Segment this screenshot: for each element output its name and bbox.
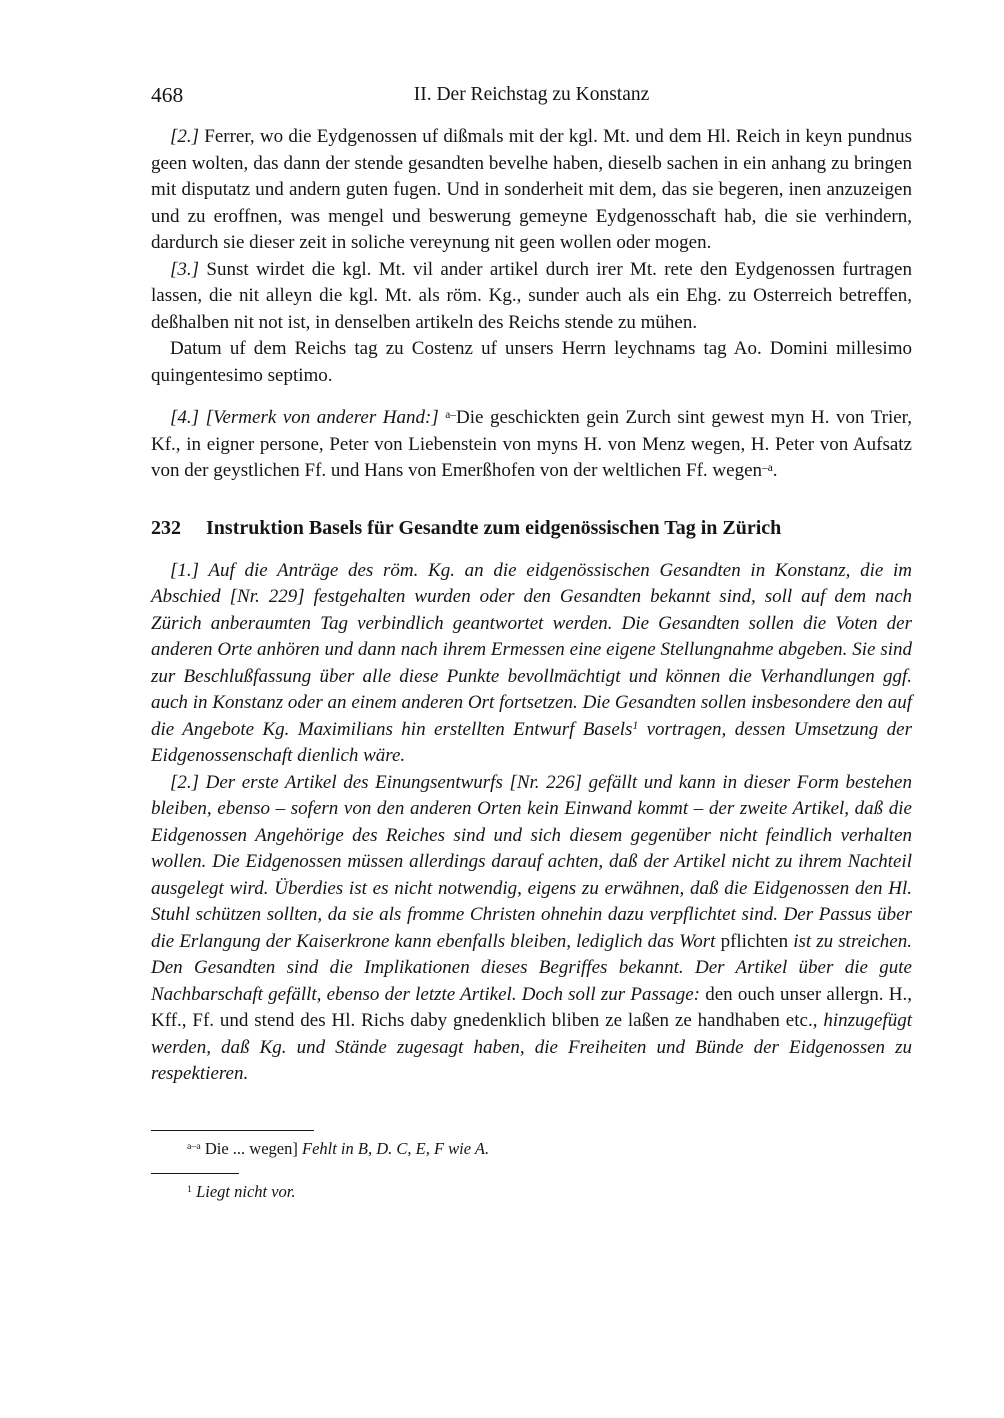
body-text (151, 124, 912, 1088)
paragraph-4: [4.] [Vermerk von anderer Hand:] $^{a-}$Die geschickten gein Zurch sint gewest myn H. von Trier, Kf., in eigner persone, Peter von Liebenstein von myns H. von Menz wegen, H. Peter von Aufsatz von der geystlichen Ff. und Hans von Emerßhofen von der weltlichen Ff. wegen$^{-a}$. (151, 407, 912, 481)
page-header (151, 84, 912, 106)
paragraph-summary-1: [1.] Auf die Anträge des röm. Kg. an die eidgenössischen Gesandten in Konstanz, die im Abschied [Nr. 229] festgehalten wurden oder den Gesandten bekannt sind, soll auf dem nach Zürich anberaumten Tag verbindlich geantwortet werden. Die Gesandten sollen die Voten der anderen Orte anhören und dann nach ihrem Ermessen eine eigene Stellungnahme abgeben. Sie sind zur Beschlußfassung über alle diese Punkte bevollmächtigt und können die Verhandlungen ggf. auch in Konstanz oder an einem anderen Ort fortsetzen. Die Gesandten sollen insbesondere den auf die Angebote Kg. Maximilians hin erstellten Entwurf Basels$^1$ vortragen, dessen Umsetzung der Eidgenossenschaft dienlich wäre. (151, 559, 913, 766)
document-number: 232 (151, 516, 181, 539)
footnote-1: $^1$ Liegt nicht vor. (187, 1181, 296, 1201)
document-title: Instruktion Basels für Gesandte zum eidgenössischen Tag in Zürich (206, 516, 782, 539)
paragraph-2: [2.] Ferrer, wo die Eydgenossen uf dißmals mit der kgl. Mt. und dem Hl. Reich in keyn pundnus geen wolten, das dann der stende gesandten bevelhe haben, dieselb sachen in ein anhang zu bringen mit disputatz und andern guten fugen. Und in sonderheit mit dem, das sie begeren, inen anzuzeigen und zu eroffnen, was mengel und beswerung gemeyne Eydgenosschaft hab, die sie verhindern, dardurch sie dieser zeit in soliche vereynung nit geen wollen oder mogen. (151, 126, 912, 253)
paragraph-datum: Datum uf dem Reichs tag zu Costenz uf unsers Herrn leychnams tag Ao. Domini millesimo quingentesimo septimo. (151, 338, 912, 386)
paragraph-summary-2: [2.] Der erste Artikel des Einungsentwurfs [Nr. 226] gefällt und kann in dieser Form bestehen bleiben, ebenso – sofern von den anderen Orten kein Einwand kommt – der zweite Artikel, daß die Eidgenossen Angehörige des Reiches sind und sich diesem gegenüber nicht feindlich verhalten wollen. Die Eidgenossen müssen allerdings darauf achten, daß der Artikel nicht zu ihrem Nachteil ausgelegt wird. Überdies ist es nicht notwendig, eigens zu erwähnen, daß die Eidgenossen den Hl. Stuhl schützen sollten, da sie als fromme Christen ohnehin dazu verpflichtet sind. Der Passus über die Erlangung der Kaiserkrone kann ebenfalls bleiben, lediglich das Wort pflichten ist zu streichen. Den Gesandten sind die Implikationen dieses Begriffes bekannt. Der Artikel über die gute Nachbarschaft gefällt, ebenso der letzte Artikel. Doch soll zur Passage: den ouch unser allergn. H., Kff., Ff. und stend des Hl. Richs daby gnedenklich bliben ze laßen ze handhaben etc., hinzugefügt werden, daß Kg. und Stände zugesagt haben, die Freiheiten und Bünde der Eidgenossen zu respektieren. (151, 771, 912, 1084)
footnotes-section (151, 1130, 912, 1202)
footnote-a: $^{a-a}$ Die ... wegen] Fehlt in B, D. C, E, F wie A. (187, 1138, 490, 1158)
running-head: II. Der Reichstag zu Konstanz (413, 84, 650, 105)
footnote-rule-a (151, 1130, 314, 1131)
page-number: 468 (151, 83, 184, 107)
document-heading (151, 515, 912, 542)
footnote-rule-1 (151, 1173, 239, 1174)
text-column (151, 84, 912, 1202)
paragraph-3: [3.] Sunst wirdet die kgl. Mt. vil ander artikel durch irer Mt. rete den Eydgenossen furtragen lassen, die nit alleyn die kgl. Mt. als röm. Kg., sunder auch als ein Ehg. zu Osterreich betreffen, deßhalben nit not ist, in denselben artikeln des Reichs stende zu mühen. (151, 258, 912, 333)
